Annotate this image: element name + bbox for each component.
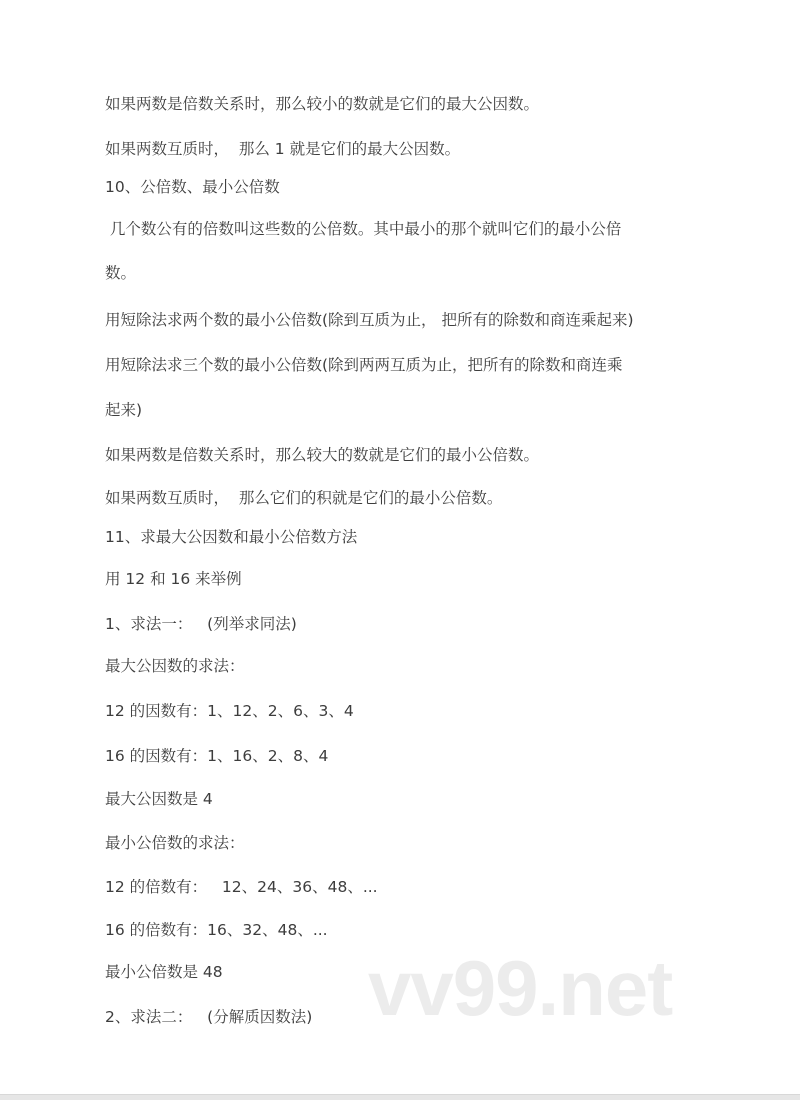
text-line: 用 12 和 16 来举例 [105,570,242,588]
text-line: 如果两数互质时， 那么它们的积就是它们的最小公倍数。 [105,489,503,507]
text-line: 16 的倍数有：16、32、48、... [105,921,328,939]
text-line: 最大公因数是 4 [105,790,213,808]
text-line: 如果两数是倍数关系时，那么较大的数就是它们的最小公倍数。 [105,446,540,464]
section-heading: 11、求最大公因数和最小公倍数方法 [105,528,358,546]
text-line: 用短除法求两个数的最小公倍数(除到互质为止， 把所有的除数和商连乘起来) [105,311,634,329]
text-line: 12 的因数有：1、12、2、6、3、4 [105,702,354,720]
text-line: 最大公因数的求法： [105,657,245,675]
text-line: 12 的倍数有： 12、24、36、48、... [105,878,378,896]
text-line: 起来) [105,401,143,419]
text-line: 最小公倍数的求法： [105,834,245,852]
text-line: 用短除法求三个数的最小公倍数(除到两两互质为止，把所有的除数和商连乘 [105,356,623,374]
text-line: 如果两数是倍数关系时，那么较小的数就是它们的最大公因数。 [105,95,540,113]
section-heading: 10、公倍数、最小公倍数 [105,178,280,196]
watermark: vv99.net [368,944,673,1032]
text-line: 数。 [105,264,137,282]
text-line: 几个数公有的倍数叫这些数的公倍数。其中最小的那个就叫它们的最小公倍 [105,220,622,238]
text-line: 2、求法二： (分解质因数法) [105,1008,313,1026]
text-line: 最小公倍数是 48 [105,963,223,981]
page-bottom-edge [0,1094,800,1100]
text-line: 1、求法一： (列举求同法) [105,615,297,633]
text-line: 16 的因数有：1、16、2、8、4 [105,747,329,765]
text-line: 如果两数互质时， 那么 1 就是它们的最大公因数。 [105,140,461,158]
